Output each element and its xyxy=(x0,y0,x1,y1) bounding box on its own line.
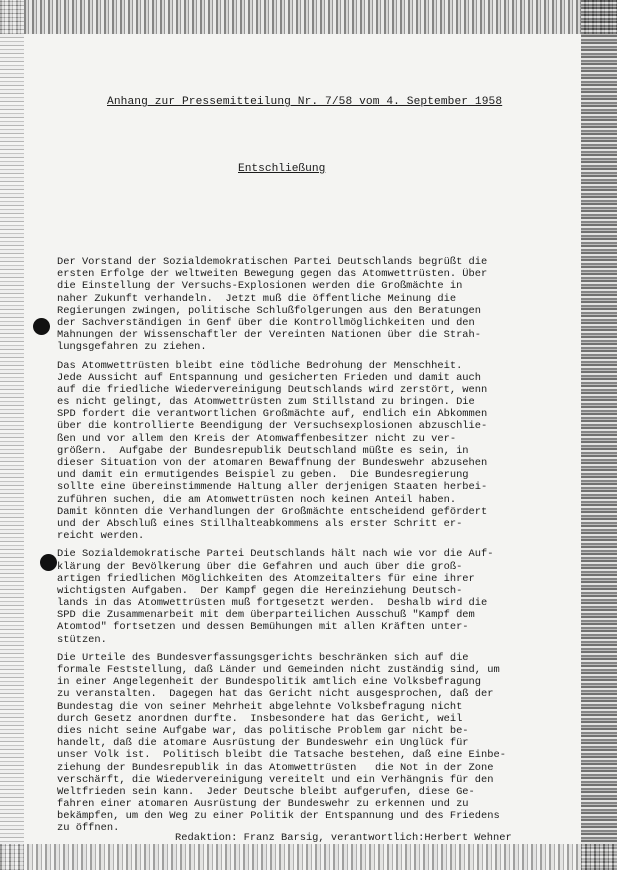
text-line: die Einstellung der Versuchs-Explosionen werden die Großmächte in xyxy=(57,280,463,293)
text-line: handelt, daß die atomare Ausrüstung der Bundeswehr ein Unglück für xyxy=(57,737,469,750)
scan-edge-right xyxy=(581,0,617,870)
text-line: ersten Erfolge der weltweiten Bewegung gegen das Atomwettrüsten. Über xyxy=(57,268,488,281)
paragraph-1 xyxy=(57,256,569,354)
text-line: Die Sozialdemokratische Partei Deutschlands hält nach wie vor die Auf- xyxy=(57,548,494,561)
text-line: dies nicht seine Aufgabe war, das politische Problem gar nicht be- xyxy=(57,724,469,737)
text-line: über die kontrollierte Beendigung der Versuchsexplosionen abzuschlie- xyxy=(57,420,488,433)
text-line: bekämpfen, um den Weg zu einer Politik der Entspannung und des Friedens xyxy=(57,810,500,823)
text-line: dieser Situation von der atomaren Bewaffnung der Bundeswehr abzusehen xyxy=(57,457,488,469)
scan-edge-left xyxy=(0,0,24,870)
text-line: Das Atomwettrüsten bleibt eine tödliche Bedrohung der Menschheit. xyxy=(57,359,463,372)
text-line: sollte eine übereinstimmende Haltung aller derjenigen Staaten herbei- xyxy=(57,481,488,494)
text-line: Bundestag die von seiner Mehrheit abgelehnte Volksbefragung nicht xyxy=(57,700,463,713)
paragraph-3 xyxy=(57,548,569,646)
text-line: Die Urteile des Bundesverfassungsgerichts beschränken sich auf die xyxy=(57,651,469,664)
scan-edge-top xyxy=(0,0,617,34)
text-line: lungsgefahren zu ziehen. xyxy=(57,341,207,354)
press-release-header: Anhang zur Pressemitteilung Nr. 7/58 vom 4. September 1958 xyxy=(107,96,503,108)
text-line: in einer Angelegenheit der Bundespolitik amtlich eine Volksbefragung xyxy=(57,676,482,689)
text-line: lands in das Atomwettrüsten muß fortgesetzt werden. Deshalb wird die xyxy=(57,597,488,610)
text-line: klärung der Bevölkerung über die Gefahren und auch über die groß- xyxy=(57,560,463,573)
text-line: artigen friedlichen Möglichkeiten des Atomzeitalters für eine ihrer xyxy=(57,572,475,585)
text-line: zu öffnen. xyxy=(57,822,120,835)
paragraph-4 xyxy=(57,652,569,835)
text-line: reicht werden. xyxy=(57,530,145,543)
text-line: Weltfrieden sein kann. Jeder Deutsche bleibt aufgerufen, diese Ge- xyxy=(57,785,475,798)
text-line: SPD die Zusammenarbeit mit dem überparteilichen Ausschuß "Kampf dem xyxy=(57,609,475,622)
text-line: SPD fordert die verantwortlichen Großmächte auf, endlich ein Abkommen xyxy=(57,408,488,421)
document-title: Entschließung xyxy=(238,163,326,175)
text-line: naher Zukunft verhandeln. Jetzt muß die öffentliche Meinung die xyxy=(57,292,457,305)
text-line: durch Gesetz anordnen durfte. Insbesondere hat das Gericht, weil xyxy=(57,712,463,725)
text-line: und damit ein ermutigendes Beispiel zu geben. Die Bundesregierung xyxy=(57,469,469,482)
text-line: wichtigsten Aufgaben. Der Kampf gegen die Hereinziehung Deutsch- xyxy=(57,584,463,597)
text-line: formale Feststellung, daß Länder und Gemeinden nicht zuständig sind, um xyxy=(57,664,500,676)
text-line: fahren einer atomaren Ausrüstung der Bundeswehr zu erkennen und zu xyxy=(57,798,469,811)
text-line: ziehung der Bundesrepublik in das Atomwettrüsten die Not in der Zone xyxy=(57,761,494,774)
text-line: der Sachverständigen in Genf über die Kontrollmöglichkeiten und den xyxy=(57,316,475,329)
text-line: größern. Aufgabe der Bundesrepublik Deutschland müßte es sein, in xyxy=(57,444,469,457)
punch-hole-mark xyxy=(40,554,57,571)
text-line: Damit könnten die Verhandlungen der Großmächte entscheidend gefördert xyxy=(57,505,488,518)
paragraph-2 xyxy=(57,360,569,543)
text-line: und der Abschluß eines Stillhalteabkommens als erster Schritt er- xyxy=(57,517,463,530)
text-line: stützen. xyxy=(57,633,107,646)
editorial-credit: Redaktion: Franz Barsig, verantwortlich:Herbert Wehner xyxy=(175,832,512,844)
document-body xyxy=(57,256,569,841)
text-line: Der Vorstand der Sozialdemokratischen Partei Deutschlands begrüßt die xyxy=(57,256,488,268)
text-line: ßen und vor allem den Kreis der Atomwaffenbesitzer nicht zu ver- xyxy=(57,432,457,445)
scan-edge-bottom xyxy=(0,844,617,870)
text-line: Atomtod" fortsetzen und dessen Bemühungen mit allen Kräften unter- xyxy=(57,621,469,634)
text-line: verschärft, die Wiedervereinigung vereitelt und ein Verhängnis für den xyxy=(57,773,494,786)
text-line: zuführen suchen, die am Atomwettrüsten noch keinen Anteil haben. xyxy=(57,493,457,506)
text-line: Mahnungen der Wissenschaftler der Vereinten Nationen über die Strah- xyxy=(57,329,482,342)
text-line: zu veranstalten. Dagegen hat das Gericht nicht ausgesprochen, daß der xyxy=(57,688,494,701)
text-line: es nicht gelingt, das Atomwettrüsten zum Stillstand zu bringen. Die xyxy=(57,396,475,409)
text-line: auf die friedliche Wiedervereinigung Deutschlands wird zerstört, wenn xyxy=(57,383,488,396)
text-line: Regierungen zwingen, politische Schlußfolgerungen aus den Beratungen xyxy=(57,304,482,317)
text-line: Jede Aussicht auf Entspannung und gesicherten Frieden und damit auch xyxy=(57,371,482,384)
punch-hole-mark xyxy=(33,318,50,335)
text-line: unser Volk ist. Politisch bleibt die Tatsache bestehen, daß eine Einbe- xyxy=(57,749,506,762)
